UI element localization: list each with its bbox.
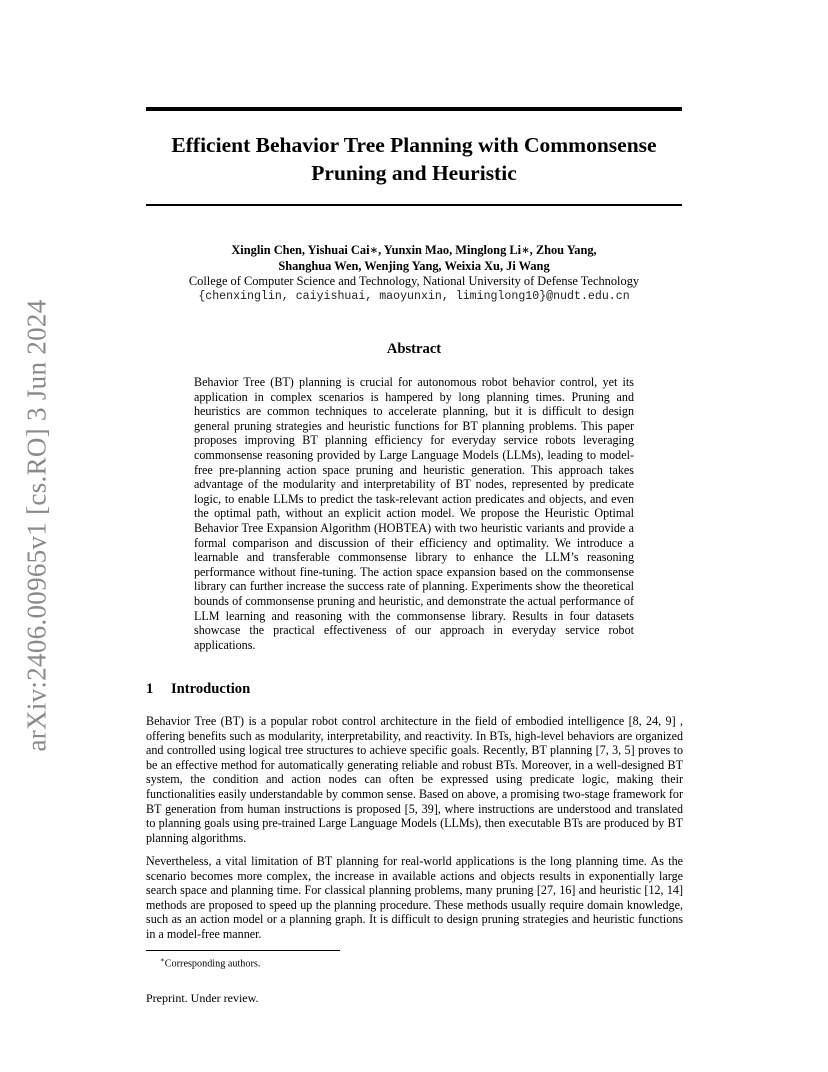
abstract-heading: Abstract xyxy=(386,341,442,357)
footnote-text: Corresponding authors. xyxy=(164,958,261,970)
author-list xyxy=(146,242,682,274)
arxiv-identifier-text: arXiv:2406.00965v1 [cs.RO] 3 Jun 2024 xyxy=(21,298,52,752)
section-number: 1 xyxy=(146,681,154,697)
preprint-note: Preprint. Under review. xyxy=(146,991,259,1005)
title-bottom-rule xyxy=(146,204,682,206)
affiliation: College of Computer Science and Technology, National University of Defense Technology xyxy=(188,274,640,288)
section-heading-introduction xyxy=(146,681,682,698)
authors-line-2: Shanghua Wen, Wenjing Yang, Weixia Xu, Ji Wang xyxy=(278,259,550,273)
abstract-text: Behavior Tree (BT) planning is crucial for autonomous robot behavior control, yet its application in complex scenarios is hampered by long planning times. Pruning and heuristics are common techniques to accelerate planning, but it is difficult to design general pruning strategies and heuristic functions for BT planning problems. This paper proposes improving BT planning efficiency for everyday service robots leveraging commonsense reasoning provided by Large Language Models (LLMs), leading to model-free pre-planning action space pruning and heuristic generation. This approach takes advantage of the modularity and interpretability of BT nodes, represented by predicate logic, to enable LLMs to predict the task-relevant action predicates and objects, and even the optimal path, without an explicit action model. We propose the Heuristic Optimal Behavior Tree Expansion Algorithm (HOBTEA) with two heuristic variants and provide a formal comparison and discussion of their efficiency and optimality. We introduce a learnable and transferable commonsense library to enhance the LLM’s reasoning performance without fine-tuning. The action space expansion based on the commonsense library can further increase the success rate of planning. Experiments show the theoretical bounds of commonsense pruning and heuristic, and demonstrate the actual performance of LLM learning and reasoning with the commonsense library. Results in four datasets showcase the practical effectiveness of our approach in everyday service robot applications. xyxy=(194,375,634,652)
footnote-marker: ∗ xyxy=(160,956,165,964)
intro-paragraph-2: Nevertheless, a vital limitation of BT planning for real-world applications is the long planning time. As the scenario becomes more complex, the increase in available actions and objects results in exponentially large search space and planning time. For classical planning problems, many pruning [27, 16] and heuristic [12, 14] methods are proposed to speed up the planning procedure. These methods usually require domain knowledge, such as an action model or a planning graph. It is difficult to design pruning strategies and heuristic functions in a model-free manner. xyxy=(146,854,683,941)
intro-paragraph-1: Behavior Tree (BT) is a popular robot control architecture in the field of embodied intelligence [8, 24, 9] , offering benefits such as modularity, interpretability, and reactivity. In BTs, high-level behaviors are organized and controlled using logical tree structures to achieve specific goals. Recently, BT planning [7, 3, 5] proves to be an effective method for automatically generating reliable and robust BTs. Moreover, in a well-designed BT system, the condition and action nodes can often be expressed using predicate logic, making their functionalities easily understandable by common sense. Based on above, a promising two-stage framework for BT generation from human instructions is proposed [5, 39], where instructions are understood and translated to planning goals using pre-trained Large Language Models (LLMs), then executable BTs are produced by BT planning algorithms. xyxy=(146,714,683,845)
authors-line-1: Xinglin Chen, Yishuai Cai∗, Yunxin Mao, Minglong Li∗, Zhou Yang, xyxy=(231,243,597,257)
arxiv-side-identifier xyxy=(16,296,58,754)
paper-title: Efficient Behavior Tree Planning with Commonsense Pruning and Heuristic xyxy=(171,133,657,185)
section-title: Introduction xyxy=(171,681,251,697)
footnote-rule xyxy=(146,950,340,951)
title-top-rule xyxy=(146,107,682,111)
footnote xyxy=(160,954,260,970)
author-emails: {chenxinglin, caiyishuai, maoyunxin, liminglong10}@nudt.edu.cn xyxy=(198,290,630,303)
